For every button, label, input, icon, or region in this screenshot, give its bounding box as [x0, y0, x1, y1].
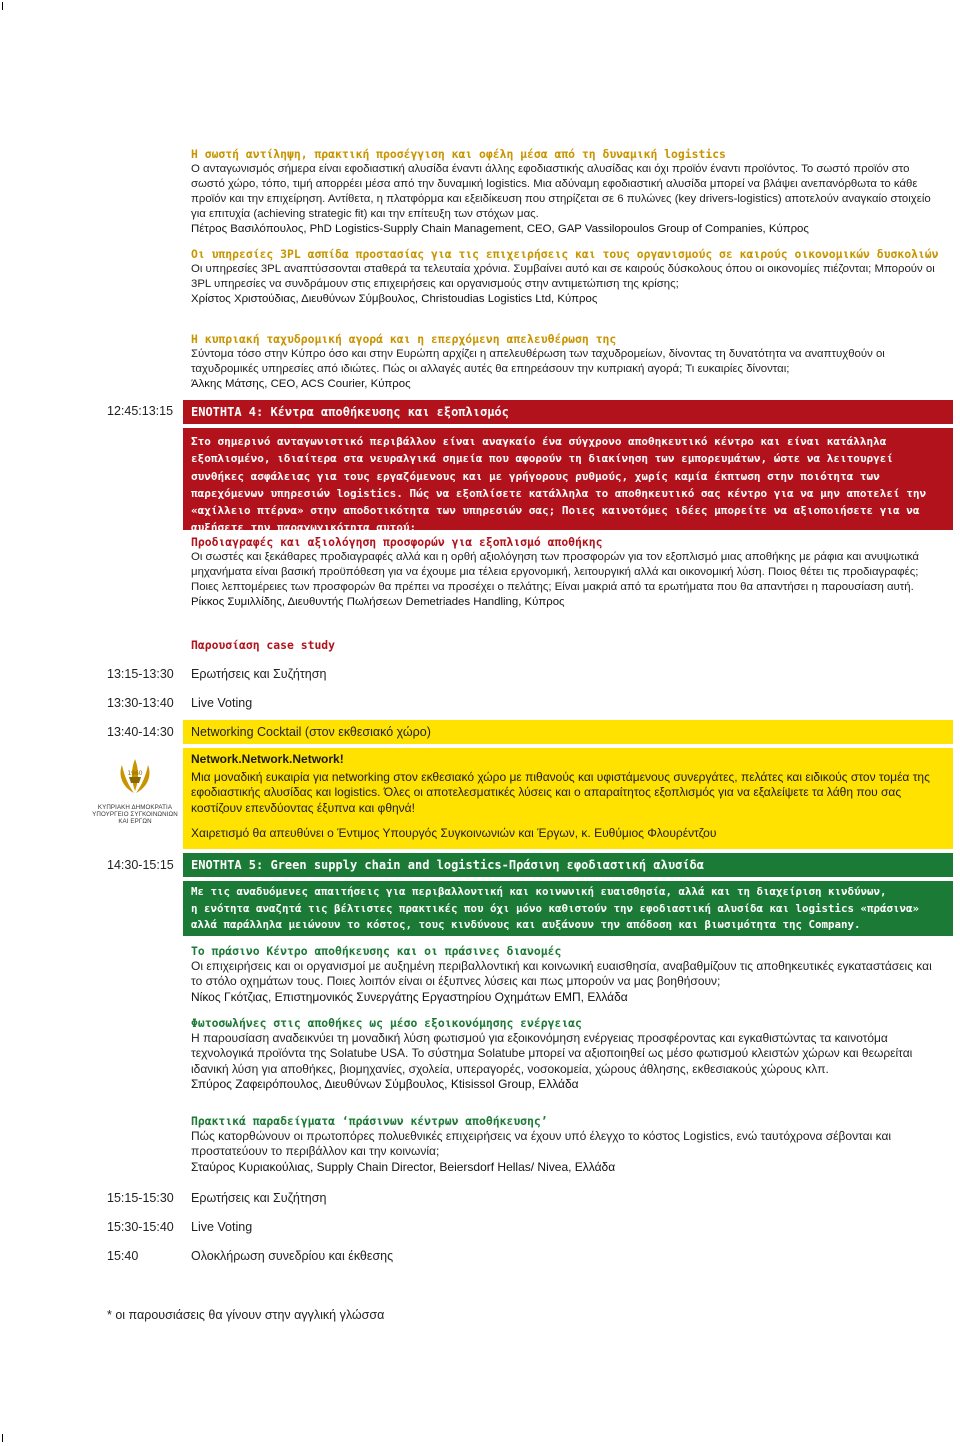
logo-line: ΚΑΙ ΕΡΓΩΝ — [118, 818, 152, 825]
talk-block — [191, 147, 941, 237]
svg-text:1960: 1960 — [127, 770, 143, 777]
agenda-item: Ερωτήσεις και Συζήτηση — [191, 1191, 327, 1205]
speaker-name: Πέτρος Βασιλόπουλος, PhD Logistics-Supply Chain Management, CEO, GAP Vassilopoulos Group of Companies, Κύπρος — [191, 223, 809, 235]
speaker-name: Νίκος Γκότζιας, Επιστημονικός Συνεργάτης Εργαστηρίου Οχημάτων ΕΜΠ, Ελλάδα — [191, 989, 628, 1004]
agenda-item: Ολοκλήρωση συνεδρίου και έκθεσης — [191, 1249, 394, 1263]
talk-block — [191, 944, 941, 1005]
section-title: ΕΝΟΤΗΤΑ 4: Κέντρα αποθήκευσης και εξοπλισμός — [191, 405, 509, 419]
agenda-item: Ερωτήσεις και Συζήτηση — [191, 667, 327, 681]
talk-title: Οι υπηρεσίες 3PL ασπίδα προστασίας για τις επιχειρήσεις και τους οργανισμούς σε καιρούς οικονομικών δυσκολιών — [191, 247, 939, 261]
intro-line: Στο σημερινό ανταγωνιστικό περιβάλλον είναι αναγκαίο ένα σύγχρονο αποθηκευτικό κέντρο και είναι κατάλληλα — [191, 435, 887, 448]
talk-block — [191, 535, 941, 610]
agenda-time: 13:40-14:30 — [107, 725, 174, 739]
speaker-name: Ρίκκος Συμιλλίδης, Διευθυντής Πωλήσεων Demetriades Handling, Κύπρος — [191, 596, 565, 608]
networking-title: Network.Network.Network! — [191, 752, 344, 766]
talk-description: Η παρουσίαση αναδεικνύει τη μοναδική λύση φωτισμού για εξοικονόμηση ενέργειας προσφέροντας και εγκαθιστώντας τα καινοτόμα τεχνολογικά προϊόντα της Solatube USA. Το σύστημα Solatube μπορεί να αξιοποιηθεί ως μέσο φωτισμού κλειστών χώρων και θεωρείται ιδανική λύση για αποθήκες, βιομηχανίες, σχολεία, υπεραγορές, νοσοκομεία, χώρους άθλησης, εκθεσιακούς χώρους κλπ. — [191, 1031, 913, 1076]
speaker-name: Σταύρος Κυριακούλιας, Supply Chain Director, Beiersdorf Hellas/ Nivea, Ελλάδα — [191, 1159, 616, 1174]
talk-description: Πώς κατορθώνουν οι πρωτοπόρες πολυεθνικές επιχειρήσεις να έχουν υπό έλεγχο το κόστος Logistics, ενώ ταυτόχρονα σέβονται και προστατεύουν το περιβάλλον και την κοινωνία; — [191, 1129, 892, 1159]
session-time: 14:30-15:15 — [107, 858, 174, 872]
talk-description: Οι επιχειρήσεις και οι οργανισμοί με αυξημένη περιβαλλοντική και κοινωνική ευαισθησία, αναβαθμίζουν τις αποθηκευτικές εγκαταστάσεις και το στόλο οχημάτων τους. Ποιες λοιπόν είναι οι έξυπνες λύσεις και πως μπορούν να μας βοηθήσουν; — [191, 959, 932, 989]
footnote: * οι παρουσιάσεις θα γίνουν στην αγγλική γλώσσα — [107, 1308, 385, 1322]
agenda-item: Networking Cocktail (στον εκθεσιακό χώρο) — [191, 725, 431, 739]
talk-title: Η κυπριακή ταχυδρομική αγορά και η επερχόμενη απελευθέρωση της — [191, 332, 617, 346]
minister-greeting: Χαιρετισμό θα απευθύνει ο Έντιμος Υπουργός Συγκοινωνιών και Έργων, κ. Ευθύμιος Φλουρέντζου — [191, 826, 717, 840]
talk-title: Φωτοσωλήνες στις αποθήκες ως μέσο εξοικονόμησης ενέργειας — [191, 1016, 582, 1030]
talk-block — [191, 1114, 941, 1175]
section-intro — [191, 433, 943, 537]
ministry-logo — [90, 755, 180, 825]
agenda-time: 13:15-13:30 — [107, 667, 174, 681]
cyprus-emblem-icon — [112, 755, 158, 799]
talk-description: Οι υπηρεσίες 3PL αναπτύσσονται σταθερά τα τελευταία χρόνια. Συμβαίνει αυτό και σε καιρούς δύσκολους όπου οι οικονομίες πιέζονται; Μπορούν οι 3PL υπηρεσίες να συνδράμουν στις επιχειρήσεις και οργανισμούς στην αντιμετώπιση της κρίσης; — [191, 263, 935, 290]
talk-description: Ο ανταγωνισμός σήμερα είναι εφοδιαστική αλυσίδα έναντι άλλης εφοδιαστικής αλυσίδας και όχι προϊόν έναντι προϊόντος. Το σωστό προϊόν στο σωστό χώρο, τόπο, τιμή απορρέει μέσα από την δυναμική logistics. Μια αδύναμη εφοδιαστική αλυσίδα μπορεί να βλάψει ανεπανόρθωτα το κάθε προϊόν και την επιχείρηση. Αντίθετα, η πλατφόρμα και εξειδίκευση που στηρίζεται σε 6 πυλώνες (key drivers-logistics) αποτελούν αναγκαίο στοιχείο για επιτυχία (achieving strategic fit) και την επίτευξη των στόχων μας. — [191, 163, 931, 220]
speaker-name: Χρίστος Χριστούδιας, Διευθύνων Σύμβουλος, Christoudias Logistics Ltd, Κύπρος — [191, 293, 598, 305]
talk-block — [191, 247, 941, 307]
section-title: ΕΝΟΤΗΤΑ 5: Green supply chain and logistics-Πράσινη εφοδιαστική αλυσίδα — [191, 858, 704, 872]
intro-line: αυξήσετε την παραγωγικότητα αυτού; — [191, 521, 417, 535]
intro-line: εξοπλισμένο, ιδιαίτερα στα νευραλγικά σημεία που αφορούν τη διακίνηση των εμπορευμάτων, ώστε να λειτουργεί — [191, 452, 893, 466]
speaker-name: Σπύρος Ζαφειρόπουλος, Διευθύνων Σύμβουλος, Ktisissol Group, Ελλάδα — [191, 1076, 579, 1091]
agenda-item: Live Voting — [191, 1220, 253, 1234]
intro-line: «αχίλλειο πτέρνα» στην αποδοτικότητα των υπηρεσιών σας; Ποιες καινοτόμες ιδέες μπορείτε να αξιοποιήσετε για να — [191, 504, 920, 518]
talk-block — [191, 1016, 941, 1092]
intro-line: συνθήκες ασφάλειας για τους εργαζόμενους και με γρήγορους ρυθμούς, χωρίς καμία έκπτωση στην ποιότητα των — [191, 469, 880, 483]
logo-line: ΥΠΟΥΡΓΕΙΟ ΣΥΓΚΟΙΝΩΝΙΩΝ — [92, 811, 178, 818]
talk-title: Πρακτικά παραδείγματα ‘πράσινων κέντρων αποθήκευσης’ — [191, 1114, 548, 1128]
agenda-time: 15:30-15:40 — [107, 1220, 174, 1234]
intro-line: η ενότητα αναζητά τις βέλτιστες πρακτικές που όχι μόνο καθιστούν την εφοδιαστική αλυσίδα και logistics «πράσινα» — [191, 901, 920, 915]
agenda-time: 15:40 — [107, 1249, 139, 1263]
intro-line: παρεχόμενων υπηρεσιών logistics. Πώς να εξοπλίσετε κατάλληλα το αποθηκευτικό σας κέντρο για να μην αποτελεί την — [191, 486, 927, 500]
crop-mark — [2, 1434, 3, 1442]
ministry-logo-text — [90, 804, 180, 825]
session-time: 12:45:13:15 — [107, 404, 174, 418]
networking-block — [191, 752, 939, 842]
crop-mark — [2, 2, 3, 10]
logo-line: ΚΥΠΡΙΑΚΗ ΔΗΜΟΚΡΑΤΙΑ — [97, 804, 173, 811]
talk-block — [191, 332, 941, 392]
section-intro — [191, 884, 943, 934]
talk-title: Προδιαγραφές και αξιολόγηση προσφορών για εξοπλισμό αποθήκης — [191, 535, 603, 549]
intro-line: αλλά παράλληλα μειώνουν το κόστος, τους κινδύνους και αυξάνουν την απόδοση και βιωσιμότητα της Company. — [191, 918, 861, 931]
intro-line: Με τις αναδυόμενες απαιτήσεις για περιβαλλοντική και κοινωνική ευαισθησία, αλλά και τη διαχείριση κινδύνων, — [191, 885, 887, 898]
networking-description: Μια μοναδική ευκαιρία για networking στον εκθεσιακό χώρο με πιθανούς και υφιστάμενους συνεργάτες, πελάτες και ειδικούς στον τομέα της εφοδιαστικής αλυσίδας και logistics. Όλες οι αποτελεσματικές λύσεις και ο απαραίτητος εξοπλισμός για να εξαλείψετε τα λάθη που σας κοστίζουν επενδύοντας έξυπνα και φθηνά! — [191, 769, 930, 815]
speaker-name: Άλκης Μάτσης, CEO, ACS Courier, Κύπρος — [191, 378, 411, 390]
agenda-time: 13:30-13:40 — [107, 696, 174, 710]
talk-title: Η σωστή αντίληψη, πρακτική προσέγγιση και οφέλη μέσα από τη δυναμική logistics — [191, 147, 726, 161]
talk-description: Σύντομα τόσο στην Κύπρο όσο και στην Ευρώπη αρχίζει η απελευθέρωση των ταχυδρομείων, δίνοντας τη δυνατότητα να αναπτυχθούν οι ταχυδρομικές υπηρεσίες από ιδιώτες. Πώς οι αλλαγές αυτές θα επηρεάσουν την κυπριακή αγορά; Τι ευκαιρίες δίνονται; — [191, 348, 885, 375]
agenda-time: 15:15-15:30 — [107, 1191, 174, 1205]
talk-title: Το πράσινο Κέντρο αποθήκευσης και οι πράσινες διανομές — [191, 944, 562, 958]
agenda-item: Live Voting — [191, 696, 253, 710]
case-study-label: Παρουσίαση case study — [191, 638, 336, 652]
talk-description: Οι σωστές και ξεκάθαρες προδιαγραφές αλλά και η ορθή αξιολόγηση των προσφορών για τον εξοπλισμό μιας αποθήκης με ράφια και ανυψωτικά μηχανήματα είναι βασική προϋπόθεση για να έχουμε μια τέλεια εργονομική, λειτουργική αλλά και οικονομική λύση. Ποιος θέτει τις προδιαγραφές; Ποιες λεπτομέρειες των προσφορών θα πρέπει να προσέχει ο πελάτης; Είναι μακριά από τα ερωτήματα που θα απαντήσει η παρουσίαση αυτή. — [191, 551, 920, 593]
